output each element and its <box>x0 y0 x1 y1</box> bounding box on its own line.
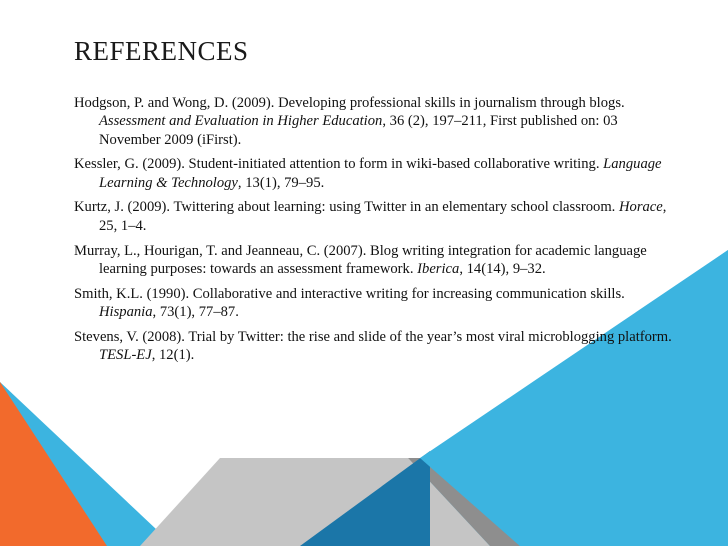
reference-text: Hodgson, P. and Wong, D. (2009). Developing professional skills in journalism through blogs. <box>74 95 625 111</box>
reference-journal: Assessment and Evaluation in Higher Education <box>99 113 383 130</box>
reference-text: Smith, K.L. (1990). Collaborative and interactive writing for increasing communication skills. <box>74 285 625 302</box>
reference-details: , 73(1), 77–87. <box>152 303 239 320</box>
reference-item <box>74 94 674 149</box>
reference-text: Stevens, V. (2008). Trial by Twitter: the rise and slide of the year’s most viral microblogging platform. <box>74 328 672 345</box>
slide-title: REFERENCES <box>74 36 249 66</box>
reference-text: Murray, L., Hourigan, T. and Jeanneau, C. (2007). Blog writing integration for academic language learning purposes: towards an assessment framework. <box>74 242 647 277</box>
reference-details: , 13(1), 79–95. <box>237 174 325 191</box>
reference-item <box>74 285 674 322</box>
reference-journal: Hispania <box>99 303 153 320</box>
orange-triangle <box>0 382 107 546</box>
reference-journal: Horace <box>618 199 663 216</box>
reference-text: Kessler, G. (2009). Student-initiated attention to form in wiki-based collaborative writing. <box>74 156 604 173</box>
reference-details: , 12(1). <box>151 347 195 364</box>
reference-journal: TESL-EJ <box>99 347 152 364</box>
reference-list <box>74 94 674 371</box>
reference-details: , 14(14), 9–32. <box>459 260 546 277</box>
reference-item <box>74 155 674 192</box>
reference-text: Kurtz, J. (2009). Twittering about learning: using Twitter in an elementary school classroom. <box>74 199 619 216</box>
reference-item <box>74 198 674 235</box>
reference-details: , 36 (2), 197–211, First published on: 03 November 2009 (iFirst). <box>99 113 618 148</box>
reference-details: , 25, 1–4. <box>99 199 667 234</box>
reference-item <box>74 328 674 365</box>
reference-item <box>74 242 674 279</box>
reference-journal: Language Learning & Technology <box>99 156 662 191</box>
reference-journal: Iberica <box>417 260 460 277</box>
